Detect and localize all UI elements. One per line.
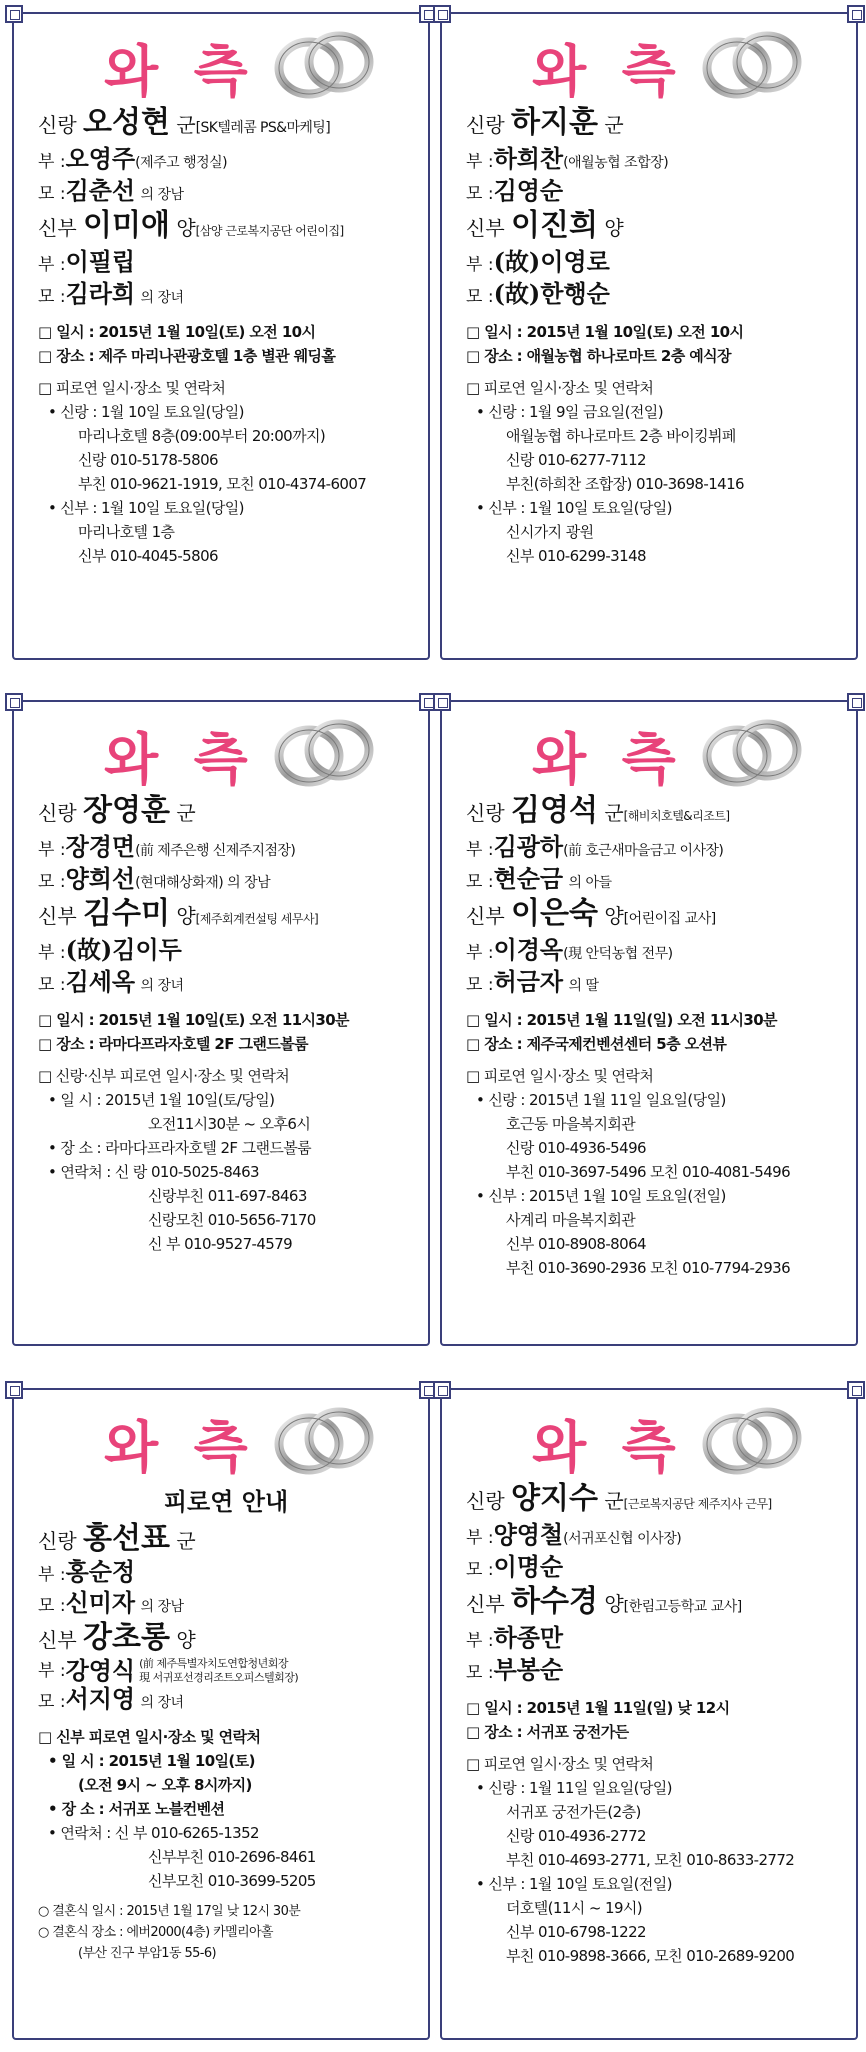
groom-line: 신랑 장영훈 군	[38, 794, 196, 828]
detail-line: • 신랑 : 1월 9일 금요일(전일)	[476, 403, 663, 421]
detail-line: 신랑 010-4936-2772	[506, 1827, 646, 1845]
detail-line: • 일 시 : 2015년 1월 10일(토/당일)	[48, 1091, 275, 1109]
bride-mother-line: 모 :김라희 의 장녀	[38, 280, 184, 308]
wedding-rings-icon	[269, 1400, 379, 1478]
bride-line: 신부 하수경 양[한림고등학교 교사]	[466, 1585, 742, 1619]
card-title: 와 측	[104, 728, 256, 793]
detail-line: 신랑 010-4936-5496	[506, 1139, 646, 1157]
bride-name: 하수경	[511, 1585, 598, 1619]
detail-line: • 신부 : 2015년 1월 10일 토요일(전일)	[476, 1187, 726, 1205]
detail-line: 신랑부친 011-697-8463	[148, 1187, 307, 1205]
groom-mother-line: 모 :김춘선 의 장남	[38, 177, 184, 205]
groom-father-line: 부 :김광하(前 호근새마을금고 이사장)	[466, 833, 724, 861]
groom-name: 장영훈	[83, 794, 170, 828]
detail-line: 신랑모친 010-5656-7170	[148, 1211, 316, 1229]
bride-mother-line: 모 :부봉순	[466, 1656, 564, 1684]
groom-mother-line: 모 :현순금 의 아들	[466, 865, 612, 893]
groom-line: 신랑 홍선표 군	[38, 1522, 196, 1556]
groom-line: 신랑 오성현 군[SK텔레콤 PS&마케팅]	[38, 106, 331, 140]
wedding-card-3	[12, 700, 430, 1346]
detail-line: 신부 010-6798-1222	[506, 1923, 646, 1941]
card-title: 와 측	[104, 1416, 256, 1481]
reception-subtitle: 피로연 안내	[163, 1488, 289, 1516]
bride-father-line: 부 :이경옥(現 안덕농협 전무)	[466, 936, 673, 964]
detail-line: 오전11시30분 ~ 오후6시	[148, 1115, 311, 1133]
groom-name: 오성현	[83, 106, 170, 140]
detail-line: 마리나호텔 8층(09:00부터 20:00까지)	[78, 427, 326, 445]
groom-mother-line: 모 :양희선(현대해상화재) 의 장남	[38, 865, 271, 893]
detail-line: (오전 9시 ~ 오후 8시까지)	[78, 1776, 252, 1794]
card-title: 와 측	[532, 728, 684, 793]
detail-line: 부친(하희찬 조합장) 010-3698-1416	[506, 475, 744, 493]
detail-line: • 장 소 : 서귀포 노블컨벤션	[48, 1800, 225, 1818]
reception-heading: □ 신랑·신부 피로연 일시·장소 및 연락처	[38, 1067, 290, 1085]
bride-line: 신부 이미애 양[삼양 근로복지공단 어린이집]	[38, 209, 344, 243]
wedding-card-6	[440, 1388, 858, 2040]
bride-line: 신부 강초롱 양	[38, 1621, 196, 1655]
reception-details	[38, 1749, 414, 1893]
ceremony-place: □ 장소 : 라마다프라자호텔 2F 그랜드볼룸	[38, 1035, 308, 1053]
detail-line: • 신부 : 1월 10일 토요일(전일)	[476, 1875, 672, 1893]
groom-name: 양지수	[511, 1482, 598, 1516]
detail-line: • 연락처 : 신 랑 010-5025-8463	[48, 1163, 259, 1181]
groom-name: 홍선표	[83, 1522, 170, 1556]
bride-name: 이진희	[511, 209, 598, 243]
ceremony-line: (부산 진구 부암1동 55-6)	[78, 1946, 217, 1961]
detail-line: • 장 소 : 라마다프라자호텔 2F 그랜드볼룸	[48, 1139, 312, 1157]
detail-line: 신랑 010-6277-7112	[506, 451, 646, 469]
ceremony-info	[38, 1901, 414, 1964]
groom-father-line: 부 :홍순정	[38, 1558, 136, 1586]
bride-mother-line: 모 :김세옥 의 장녀	[38, 968, 184, 996]
wedding-card-5	[12, 1388, 430, 2040]
reception-details	[38, 400, 414, 568]
detail-line: 신시가지 광원	[506, 523, 594, 541]
wedding-card-4	[440, 700, 858, 1346]
wedding-rings-icon	[697, 1400, 807, 1478]
groom-name: 김영석	[511, 794, 598, 828]
wedding-rings-icon	[697, 24, 807, 102]
detail-line: • 신부 : 1월 10일 토요일(당일)	[48, 499, 244, 517]
bride-name: 강초롱	[83, 1621, 170, 1655]
detail-line: 신부 010-4045-5806	[78, 547, 218, 565]
bride-name: 이미애	[83, 209, 170, 243]
detail-line: 호근동 마을복지회관	[506, 1115, 636, 1133]
detail-line: • 신랑 : 1월 10일 토요일(당일)	[48, 403, 244, 421]
ceremony-date: □ 일시 : 2015년 1월 10일(토) 오전 10시	[38, 323, 316, 341]
reception-heading: □ 피로연 일시·장소 및 연락처	[466, 1755, 654, 1773]
detail-line: 신부 010-8908-8064	[506, 1235, 646, 1253]
bride-mother-line: 모 :허금자 의 딸	[466, 968, 599, 996]
ceremony-place: □ 장소 : 애월농협 하나로마트 2층 예식장	[466, 347, 731, 365]
bride-mother-line: 모 :(故)한행순	[466, 280, 610, 308]
bride-line: 신부 이진희 양	[466, 209, 624, 243]
reception-details	[466, 1088, 842, 1280]
groom-father-line: 부 :장경면(前 제주은행 신제주지점장)	[38, 833, 296, 861]
bride-father-line: 부 :이필립	[38, 248, 136, 276]
detail-line: • 신랑 : 1월 11일 일요일(당일)	[476, 1779, 672, 1797]
bride-father-line: 부 :(故)이영로	[466, 248, 610, 276]
bride-name: 이은숙	[511, 897, 598, 931]
wedding-rings-icon	[269, 712, 379, 790]
bride-line: 신부 이은숙 양[어린이집 교사]	[466, 897, 716, 931]
bride-father-line: 부 : 강영식 (前 제주특별자치도연합청년회장 現 서귀포선경리조트오피스텔회장)	[38, 1657, 299, 1685]
detail-line: 부친 010-9898-3666, 모친 010-2689-9200	[506, 1947, 795, 1965]
groom-father-line: 부 :오영주(제주고 행정실)	[38, 145, 228, 173]
card-title: 와 측	[104, 40, 256, 105]
detail-line: 서귀포 궁전가든(2층)	[506, 1803, 641, 1821]
ceremony-date: □ 일시 : 2015년 1월 11일(일) 오전 11시30분	[466, 1011, 777, 1029]
card-title: 와 측	[532, 40, 684, 105]
ceremony-date: □ 일시 : 2015년 1월 11일(일) 낮 12시	[466, 1699, 730, 1717]
groom-father-line: 부 :양영철(서귀포신협 이사장)	[466, 1521, 682, 1549]
reception-heading: □ 피로연 일시·장소 및 연락처	[38, 379, 226, 397]
groom-father-line: 부 :하희찬(애월농협 조합장)	[466, 145, 669, 173]
bride-mother-line: 모 :서지영 의 장녀	[38, 1685, 184, 1713]
groom-mother-line: 모 :신미자 의 장남	[38, 1589, 184, 1617]
wedding-card-1	[12, 12, 430, 660]
detail-line: 신부부친 010-2696-8461	[148, 1848, 316, 1866]
reception-heading: □ 피로연 일시·장소 및 연락처	[466, 379, 654, 397]
detail-line: • 일 시 : 2015년 1월 10일(토)	[48, 1752, 255, 1770]
bride-name: 김수미	[83, 897, 170, 931]
ceremony-date: □ 일시 : 2015년 1월 10일(토) 오전 10시	[466, 323, 744, 341]
bride-father-line: 부 :(故)김이두	[38, 936, 182, 964]
ceremony-line: ○ 결혼식 일시 : 2015년 1월 17일 낮 12시 30분	[38, 1904, 301, 1919]
groom-line: 신랑 양지수 군[근로복지공단 제주지사 근무]	[466, 1482, 772, 1516]
groom-line: 신랑 하지훈 군	[466, 106, 624, 140]
detail-line: 부친 010-3690-2936 모친 010-7794-2936	[506, 1259, 791, 1277]
groom-mother-line: 모 :김영순	[466, 177, 564, 205]
detail-line: 애월농협 하나로마트 2층 바이킹뷔페	[506, 427, 736, 445]
wedding-rings-icon	[269, 24, 379, 102]
groom-mother-line: 모 :이명순	[466, 1553, 564, 1581]
ceremony-line: ○ 결혼식 장소 : 에버2000(4층) 카멜리아홀	[38, 1925, 273, 1940]
ceremony-place: □ 장소 : 서귀포 궁전가든	[466, 1723, 629, 1741]
detail-line: 부친 010-3697-5496 모친 010-4081-5496	[506, 1163, 791, 1181]
reception-heading: □ 피로연 일시·장소 및 연락처	[466, 1067, 654, 1085]
wedding-card-2	[440, 12, 858, 660]
reception-details	[466, 400, 842, 568]
detail-line: 부친 010-4693-2771, 모친 010-8633-2772	[506, 1851, 795, 1869]
bride-line: 신부 김수미 양[제주회계컨설팅 세무사]	[38, 897, 319, 931]
detail-line: • 연락처 : 신 부 010-6265-1352	[48, 1824, 259, 1842]
detail-line: • 신부 : 1월 10일 토요일(당일)	[476, 499, 672, 517]
ceremony-place: □ 장소 : 제주국제컨벤션센터 5층 오션뷰	[466, 1035, 727, 1053]
reception-details	[38, 1088, 414, 1256]
detail-line: 신부 010-6299-3148	[506, 547, 646, 565]
card-title: 와 측	[532, 1416, 684, 1481]
ceremony-place: □ 장소 : 제주 마리나관광호텔 1층 별관 웨딩홀	[38, 347, 336, 365]
ceremony-date: □ 일시 : 2015년 1월 10일(토) 오전 11시30분	[38, 1011, 349, 1029]
detail-line: • 신랑 : 2015년 1월 11일 일요일(당일)	[476, 1091, 726, 1109]
detail-line: 사계리 마을복지회관	[506, 1211, 636, 1229]
bride-father-line: 부 :하종만	[466, 1624, 564, 1652]
wedding-rings-icon	[697, 712, 807, 790]
reception-heading: □ 신부 피로연 일시·장소 및 연락처	[38, 1728, 261, 1746]
reception-details	[466, 1776, 842, 1968]
detail-line: 신부모친 010-3699-5205	[148, 1872, 316, 1890]
detail-line: 부친 010-9621-1919, 모친 010-4374-6007	[78, 475, 367, 493]
detail-line: 신랑 010-5178-5806	[78, 451, 218, 469]
groom-line: 신랑 김영석 군[해비치호텔&리조트]	[466, 794, 730, 828]
groom-name: 하지훈	[511, 106, 598, 140]
detail-line: 더호텔(11시 ~ 19시)	[506, 1899, 643, 1917]
detail-line: 신 부 010-9527-4579	[148, 1235, 293, 1253]
detail-line: 마리나호텔 1층	[78, 523, 175, 541]
